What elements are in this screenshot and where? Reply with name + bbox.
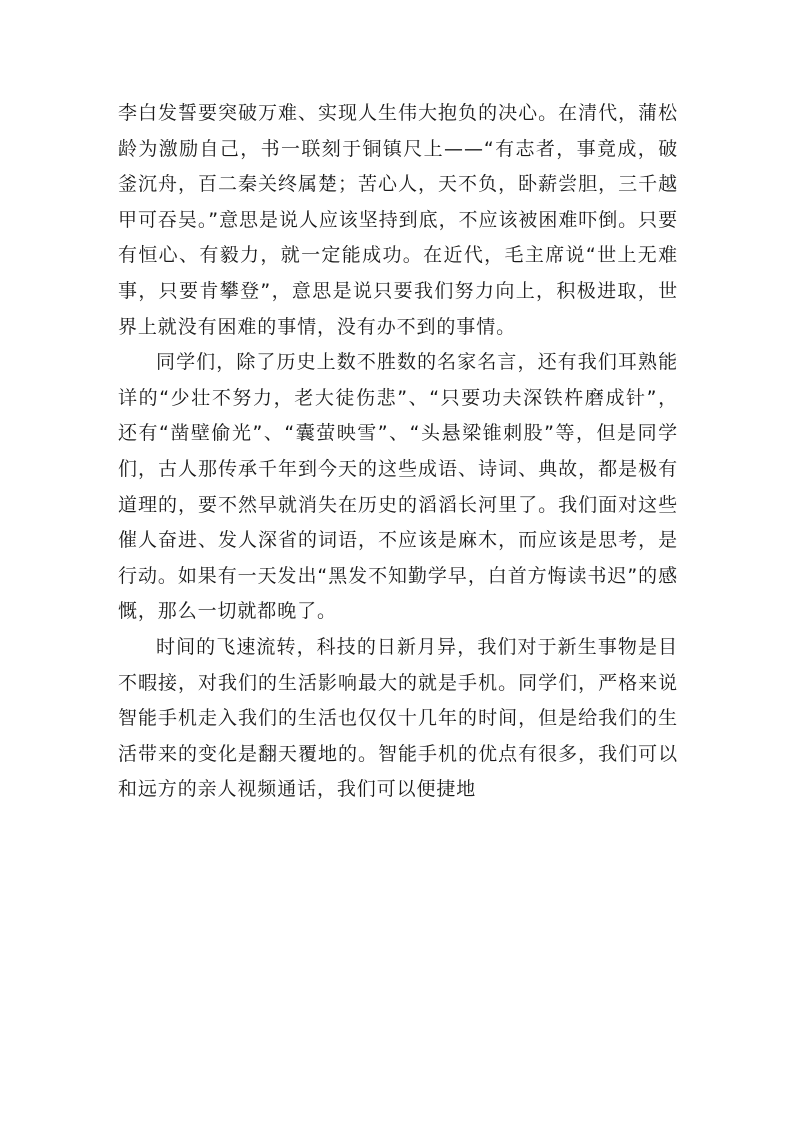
paragraph-3: 时间的飞速流转，科技的日新月异，我们对于新生事物是目不暇接，对我们的生活影响最大的就是手机。同学们，严格来说智能手机走入我们的生活也仅仅十几年的时间，但是给我们的生活带来的变化是翻天覆地的。智能手机的优点有很多，我们可以和远方的亲人视频通话，我们可以便捷地 — [118, 635, 678, 801]
paragraph-1: 李白发誓要突破万难、实现人生伟大抱负的决心。在清代，蒲松龄为激励自己，书一联刻于铜镇尺上——“有志者，事竟成，破釜沉舟，百二秦关终属楚；苦心人，天不负，卧薪尝胆，三千越甲可吞吴。”意思是说人应该坚持到底，不应该被困难吓倒。只要有恒心、有毅力，就一定能成功。在近代，毛主席说“世上无难事，只要肯攀登”，意思是说只要我们努力向上，积极进取，世界上就没有困难的事情，没有办不到的事情。 — [118, 102, 678, 338]
paragraph-2: 同学们，除了历史上数不胜数的名家名言，还有我们耳熟能详的“少壮不努力，老大徒伤悲”、“只要功夫深铁杵磨成针”，还有“凿壁偷光”、“囊萤映雪”、“头悬梁锥刺股”等，但是同学们，古人那传承千年到今天的这些成语、诗词、典故，都是极有道理的，要不然早就消失在历史的滔滔长河里了。我们面对这些催人奋进、发人深省的词语，不应该是麻木，而应该是思考，是行动。如果有一天发出“黑发不知勤学早，白首方悔读书迟”的感慨，那么一切就都晚了。 — [118, 351, 678, 623]
body-text — [118, 96, 678, 808]
